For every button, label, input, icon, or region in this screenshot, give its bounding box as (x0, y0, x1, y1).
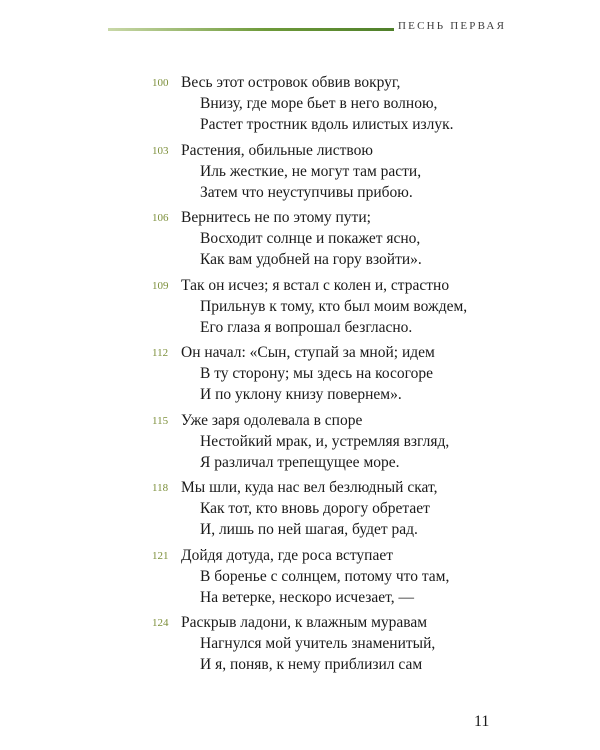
stanza (0, 208, 600, 276)
verse-line: Дойдя дотуда, где роса вступает (181, 546, 393, 564)
stanza (0, 343, 600, 411)
verse-line: Он начал: «Сын, ступай за мной; идем (181, 344, 435, 361)
verse-line: Мы шли, куда нас вел безлюдный скат, (181, 479, 438, 496)
verse-line: Затем что неуступчивы прибою. (200, 183, 413, 201)
stanza (0, 546, 600, 614)
verse-number: 100 (152, 77, 169, 89)
header-rule (108, 28, 394, 31)
verse-line: Уже заря одолевала в споре (181, 411, 363, 429)
stanza (0, 276, 600, 344)
verse-number: 124 (152, 617, 169, 629)
verse-line: Нестойкий мрак, и, устремляя взгляд, (200, 432, 450, 450)
verse-line: И по уклону книзу повернем». (200, 386, 402, 403)
verse-number: 106 (152, 212, 169, 224)
verse-line: В боренье с солнцем, потому что там, (200, 567, 450, 585)
verse-line: И, лишь по ней шагая, будет рад. (200, 521, 418, 538)
verse-line: Внизу, где море бьет в него волною, (200, 95, 438, 112)
verse-line: Раскрыв ладони, к влажным муравам (181, 614, 428, 631)
verse-line: Прильнув к тому, кто был моим вождем, (200, 297, 468, 315)
verse-number: 115 (152, 414, 169, 427)
verse-line: На ветерке, нескоро исчезает, — (200, 588, 415, 606)
verse-line: Растет тростник вдоль илистых излук. (200, 116, 454, 133)
verse-line: Я различал трепещущее море. (200, 453, 400, 471)
verse-line: Иль жесткие, не могут там расти, (200, 162, 422, 180)
stanza (0, 613, 600, 681)
verse-line: И я, поняв, к нему приблизил сам (200, 656, 423, 673)
verse-line: Как тот, кто вновь дорогу обретает (200, 500, 430, 517)
stanza (0, 411, 600, 479)
verse-number: 103 (152, 144, 169, 157)
running-title: ПЕСНЬ ПЕРВАЯ (398, 20, 507, 32)
verse-line: Растения, обильные листвою (181, 141, 373, 159)
verse-line: В ту сторону; мы здесь на косогоре (200, 365, 433, 382)
stanza (0, 141, 600, 209)
verse-line: Восходит солнце и покажет ясно, (200, 230, 421, 247)
page-number: 11 (474, 713, 490, 730)
verse-line: Его глаза я вопрошал безгласно. (200, 318, 413, 336)
stanza (0, 478, 600, 546)
verse-line: Вернитесь не по этому пути; (181, 209, 371, 226)
verse-line: Как вам удобней на гору взойти». (200, 251, 422, 268)
verse-number: 121 (152, 549, 169, 562)
verse-number: 112 (152, 347, 169, 359)
verse-number: 109 (152, 279, 169, 292)
verse-line: Нагнулся мой учитель знаменитый, (200, 635, 436, 652)
verse-line: Весь этот островок обвив вокруг, (181, 74, 401, 91)
poem-text (0, 73, 600, 681)
verse-number: 118 (152, 482, 169, 494)
stanza (0, 73, 600, 141)
verse-line: Так он исчез; я встал с колен и, страстно (181, 276, 450, 294)
